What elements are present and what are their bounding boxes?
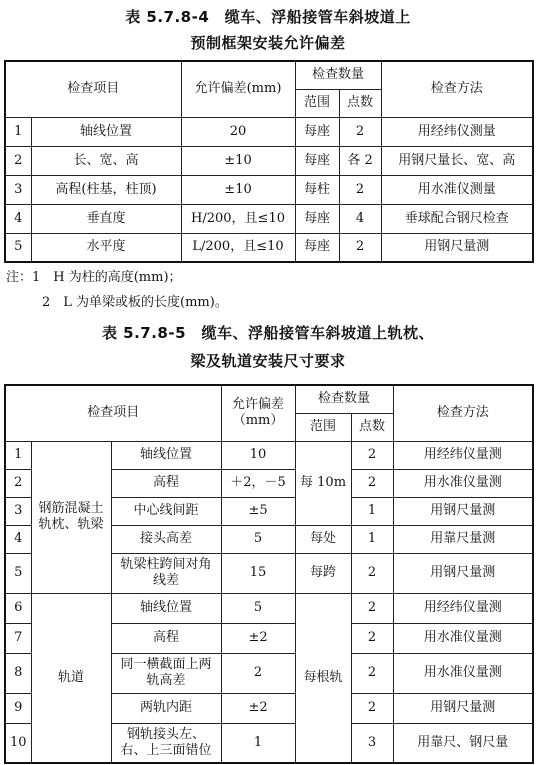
check-method: 用水准仪量测	[393, 469, 533, 497]
tolerance-table-1	[4, 60, 534, 263]
tolerance-value: ±10	[181, 175, 295, 204]
check-method: 垂球配合钢尺检查	[381, 204, 533, 233]
check-points: 4	[339, 204, 381, 233]
check-scope: 每柱	[295, 175, 339, 204]
check-method: 用经纬仪量测	[393, 593, 533, 623]
row-number: 2	[5, 146, 31, 175]
tolerance-value: 5	[221, 593, 295, 623]
check-method: 用水准仪量测	[393, 623, 533, 653]
check-item: 高程	[111, 469, 221, 497]
group-rail: 轨道	[31, 593, 111, 763]
check-method: 用钢尺量长、宽、高	[381, 146, 533, 175]
t1-header-method: 检查方法	[381, 61, 533, 117]
t1-header-scope: 范围	[295, 89, 339, 117]
check-points: 2	[351, 469, 393, 497]
row-number: 5	[5, 553, 31, 593]
check-method: 用水准仪量测	[393, 653, 533, 693]
note-1: 注：1 H 为柱的高度(mm)；	[6, 270, 182, 285]
t2-header-points: 点数	[351, 413, 393, 441]
check-points: 2	[339, 233, 381, 262]
tolerance-value: 5	[221, 525, 295, 553]
check-points: 2	[351, 441, 393, 469]
table-row	[5, 204, 533, 233]
check-item: 高程	[111, 623, 221, 653]
scope-per-joint: 每处	[295, 525, 351, 553]
check-method: 用靠尺量测	[393, 525, 533, 553]
table-row	[5, 117, 533, 146]
table2-title-line2: 梁及轨道安装尺寸要求	[190, 352, 346, 370]
check-scope: 每座	[295, 204, 339, 233]
check-item: 高程(柱基，柱顶)	[31, 175, 181, 204]
row-number: 1	[5, 441, 31, 469]
check-item: 轴线位置	[31, 117, 181, 146]
tolerance-value: ＋2，－5	[221, 469, 295, 497]
check-points: 2	[351, 593, 393, 623]
tolerance-value: 1	[221, 723, 295, 763]
t1-header-item: 检查项目	[5, 61, 181, 117]
check-method: 用钢尺量测	[393, 553, 533, 593]
check-points: 2	[339, 175, 381, 204]
row-number: 3	[5, 497, 31, 525]
scope-per-rail: 每根轨	[295, 593, 351, 763]
table2-title-line1: 表 5.7.8-5 缆车、浮船接管车斜坡道上轨枕、	[101, 324, 435, 342]
tolerance-value: ±2	[221, 693, 295, 723]
check-item: 钢轨接头左、右、上三面错位	[111, 723, 221, 763]
table-row	[5, 593, 533, 623]
t1-header-points: 点数	[339, 89, 381, 117]
check-item: 同一横截面上两轨高差	[111, 653, 221, 693]
check-method: 用经纬仪测量	[381, 117, 533, 146]
check-item: 接头高差	[111, 525, 221, 553]
t2-header-method: 检查方法	[393, 385, 533, 441]
row-number: 4	[5, 525, 31, 553]
table-row	[5, 175, 533, 204]
check-item: 两轨内距	[111, 693, 221, 723]
tolerance-table-2	[4, 384, 534, 764]
row-number: 5	[5, 233, 31, 262]
check-scope: 每座	[295, 117, 339, 146]
table1-title-line1: 表 5.7.8-4 缆车、浮船接管车斜坡道上	[125, 8, 411, 26]
check-points: 2	[351, 693, 393, 723]
table-row	[5, 233, 533, 262]
t2-header-item: 检查项目	[5, 385, 221, 441]
t2-header-scope: 范围	[295, 413, 351, 441]
check-item: 垂直度	[31, 204, 181, 233]
check-points: 2	[351, 623, 393, 653]
tolerance-value: 10	[221, 441, 295, 469]
row-number: 6	[5, 593, 31, 623]
check-item: 中心线间距	[111, 497, 221, 525]
scope-per-10m: 每 10m	[295, 441, 351, 525]
table-row	[5, 441, 533, 469]
row-number: 3	[5, 175, 31, 204]
check-item: 轴线位置	[111, 593, 221, 623]
tolerance-value: 20	[181, 117, 295, 146]
check-method: 用水准仪测量	[381, 175, 533, 204]
check-item: 轨梁柱跨间对角线差	[111, 553, 221, 593]
row-number: 4	[5, 204, 31, 233]
note-2: 2 L 为单梁或板的长度(mm)。	[42, 295, 228, 310]
row-number: 10	[5, 723, 31, 763]
check-method: 用钢尺量测	[381, 233, 533, 262]
check-method: 用钢尺量测	[393, 693, 533, 723]
tolerance-value: ±5	[221, 497, 295, 525]
t1-header-quantity: 检查数量	[295, 61, 381, 89]
check-scope: 每座	[295, 146, 339, 175]
row-number: 2	[5, 469, 31, 497]
tolerance-value: 2	[221, 653, 295, 693]
table1-title-line2: 预制框架安装允许偏差	[190, 34, 346, 52]
check-points: 2	[351, 653, 393, 693]
check-method: 用钢尺量测	[393, 497, 533, 525]
tolerance-value: ±2	[221, 623, 295, 653]
table-row	[5, 146, 533, 175]
row-number: 7	[5, 623, 31, 653]
row-number: 1	[5, 117, 31, 146]
t2-header-quantity: 检查数量	[295, 385, 393, 413]
tolerance-value: H/200，且≤10	[181, 204, 295, 233]
row-number: 8	[5, 653, 31, 693]
tolerance-value: ±10	[181, 146, 295, 175]
check-method: 用靠尺、钢尺量	[393, 723, 533, 763]
check-method: 用经纬仪量测	[393, 441, 533, 469]
check-points: 2	[339, 117, 381, 146]
row-number: 9	[5, 693, 31, 723]
t1-header-tolerance: 允许偏差(mm)	[181, 61, 295, 117]
check-points: 1	[351, 525, 393, 553]
tolerance-value: L/200，且≤10	[181, 233, 295, 262]
scope-per-span: 每跨	[295, 553, 351, 593]
check-item: 水平度	[31, 233, 181, 262]
check-item: 轴线位置	[111, 441, 221, 469]
check-item: 长、宽、高	[31, 146, 181, 175]
check-scope: 每座	[295, 233, 339, 262]
check-points: 各 2	[339, 146, 381, 175]
check-points: 3	[351, 723, 393, 763]
t2-header-tolerance: 允许偏差（mm）	[221, 385, 295, 441]
group-concrete: 钢筋混凝土轨枕、轨梁	[31, 441, 111, 593]
check-points: 2	[351, 553, 393, 593]
tolerance-value: 15	[221, 553, 295, 593]
check-points: 1	[351, 497, 393, 525]
